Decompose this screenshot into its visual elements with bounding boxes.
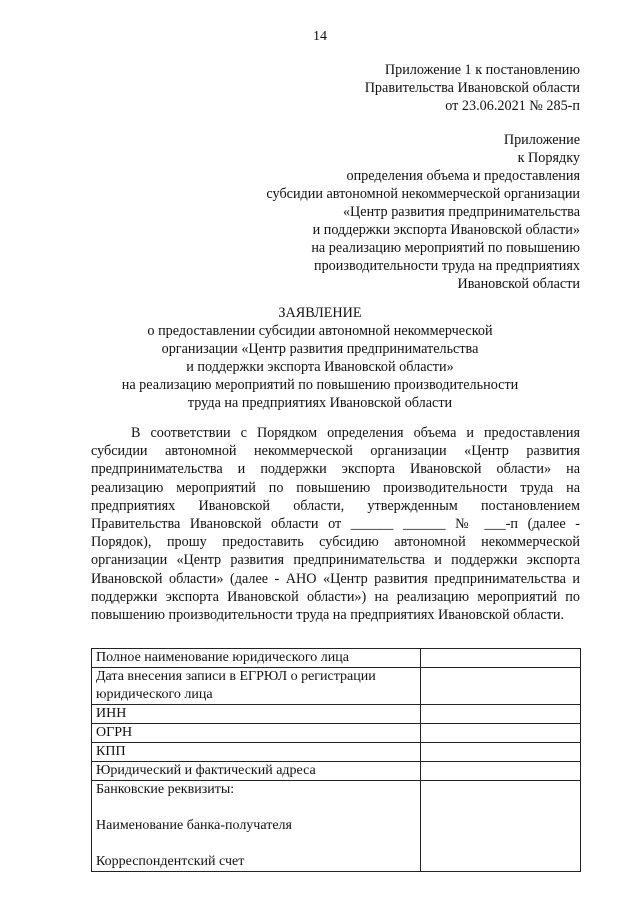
appendix-2-line: «Центр развития предпринимательства [342, 204, 580, 220]
appendix-2-line: определения объема и предоставления [346, 168, 580, 184]
page-number: 14 [313, 29, 327, 44]
appendix-2-line: производительности труда на предприятиях [313, 258, 580, 274]
statement-subtitle-line: на реализацию мероприятий по повышению производительности [121, 377, 519, 393]
appendix-2-line: и поддержки экспорта Ивановской области» [312, 222, 580, 238]
table-row [92, 668, 581, 705]
appendix-2-line: Приложение [503, 132, 580, 148]
row-label: ИНН [92, 705, 421, 724]
row-label: ОГРН [92, 724, 421, 743]
request-paragraph: В соответствии с Порядком определения объема и предоставления субсидии автономной некоммерческой организации «Центр развития предпринимательства и поддержки экспорта Ивановской области» на реализацию мероприятий по повышению производительности труда на предприятиях Ивановской области, утвержденным постановлением Правительства Ивановской области от ______ ______ № ___-п (далее - Порядок), прошу предоставить субсидию автономной некоммерческой организации «Центр развития предпринимательства и поддержки экспорта Ивановской области» (далее - АНО «Центр развития предпринимательства и поддержки экспорта Ивановской области») на реализацию мероприятий по повышению производительности труда на предприятиях Ивановской области. [91, 425, 580, 624]
table-row [92, 724, 581, 743]
row-value-field[interactable] [420, 668, 580, 705]
corr-account-label: Корреспондентский счет [96, 854, 245, 869]
statement-heading [0, 304, 640, 412]
appendix-2-line: к Порядку [517, 150, 580, 166]
bank-details-label-cell [92, 781, 421, 872]
request-body [91, 424, 580, 624]
row-value-field[interactable] [420, 743, 580, 762]
table-row [92, 743, 581, 762]
bank-name-label: Наименование банка-получателя [96, 818, 292, 833]
appendix-1-line: от 23.06.2021 № 285-п [445, 98, 580, 114]
bank-details-title: Банковские реквизиты: [96, 782, 235, 797]
statement-subtitle-line: труда на предприятиях Ивановской области [187, 395, 453, 411]
row-label: Полное наименование юридического лица [92, 649, 421, 668]
appendix-1-line: Приложение 1 к постановлению [384, 62, 580, 78]
statement-subtitle-line: о предоставлении субсидии автономной некоммерческой [147, 323, 493, 339]
table-row-bank-details [92, 781, 581, 872]
row-value-field[interactable] [420, 705, 580, 724]
row-label: Юридический и фактический адреса [92, 762, 421, 781]
applicant-details-table [91, 648, 581, 872]
statement-title: ЗАЯВЛЕНИЕ [278, 305, 362, 321]
row-value-field[interactable] [420, 649, 580, 668]
appendix-1-header [365, 61, 580, 115]
appendix-2-line: субсидии автономной некоммерческой организации [266, 186, 580, 202]
statement-subtitle-line: и поддержки экспорта Ивановской области» [186, 359, 454, 375]
row-value-field[interactable] [420, 724, 580, 743]
appendix-1-line: Правительства Ивановской области [364, 80, 580, 96]
bank-details-value-field[interactable] [420, 781, 580, 872]
table-row [92, 649, 581, 668]
table-row [92, 762, 581, 781]
appendix-to-procedure-header [266, 131, 580, 293]
statement-subtitle-line: организации «Центр развития предпринимательства [161, 341, 479, 357]
table-row [92, 705, 581, 724]
row-label: Дата внесения записи в ЕГРЮЛ о регистрации юридического лица [92, 668, 421, 705]
appendix-2-line: на реализацию мероприятий по повышению [311, 240, 580, 256]
appendix-2-line: Ивановской области [457, 276, 580, 292]
row-label: КПП [92, 743, 421, 762]
row-value-field[interactable] [420, 762, 580, 781]
